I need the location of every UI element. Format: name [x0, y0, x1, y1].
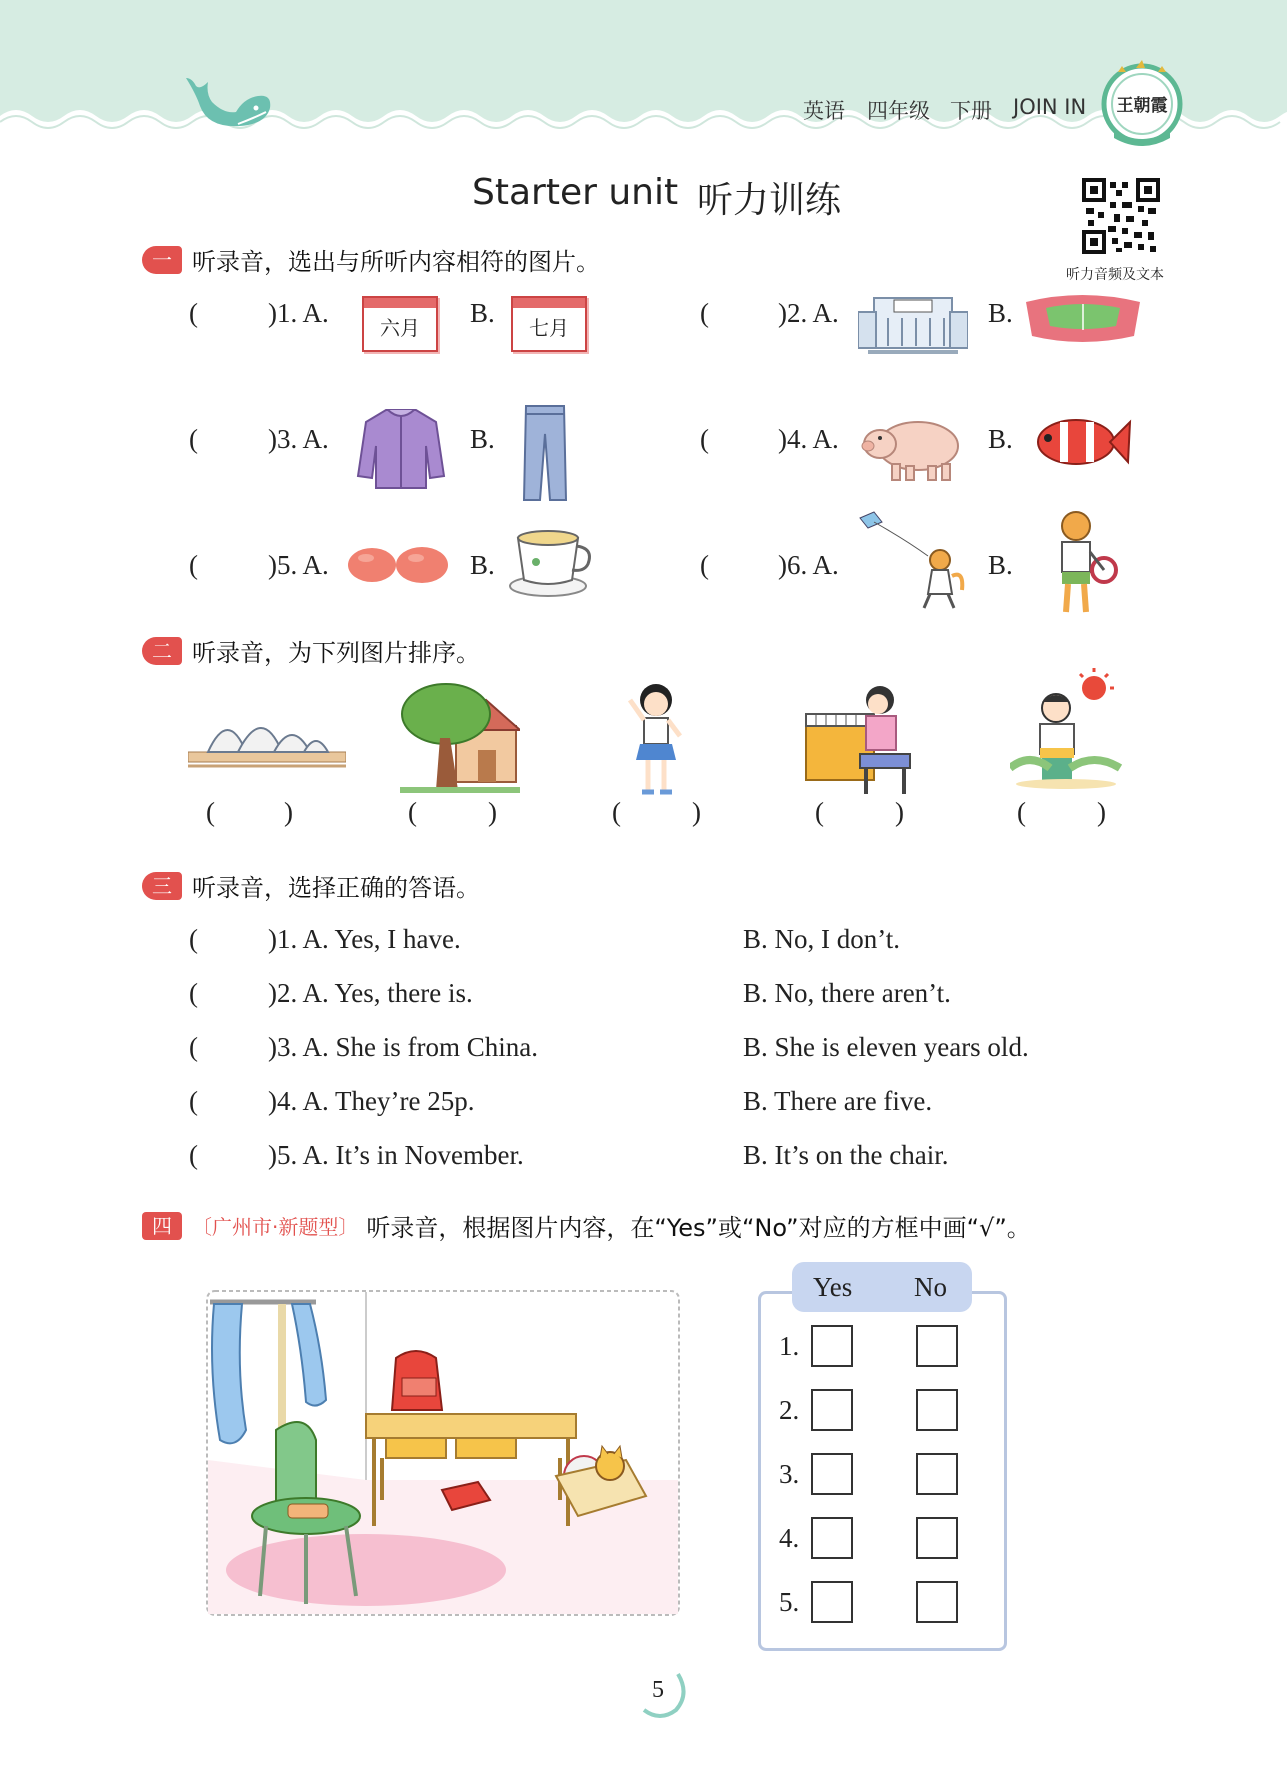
s1-q3-b: B. — [470, 424, 495, 454]
section4-heading — [142, 1208, 1031, 1243]
answer-paren-open[interactable]: ( — [1017, 797, 1026, 827]
answer-paren-open[interactable]: ( — [189, 298, 198, 328]
s3-q1-a: )1. A. Yes, I have. — [268, 924, 461, 954]
s3-q1-b: B. No, I don’t. — [743, 924, 901, 954]
section4-badge: 四 — [142, 1212, 182, 1240]
tree-and-house-image[interactable] — [400, 680, 520, 796]
yes-column-label: Yes — [813, 1272, 853, 1302]
answer-paren-open[interactable]: ( — [815, 797, 824, 827]
yes-checkbox[interactable] — [811, 1389, 853, 1431]
s1-q5-label: )5. A. — [268, 550, 329, 580]
s3-q4-a: )4. A. They’re 25p. — [268, 1086, 475, 1116]
answer-paren-open[interactable]: ( — [189, 424, 198, 454]
answer-paren-open[interactable]: ( — [700, 424, 709, 454]
library-building-image[interactable] — [858, 278, 968, 356]
s1-q2-label: )2. A. — [778, 298, 839, 328]
s3-q5-a: )5. A. It’s in November. — [268, 1140, 524, 1170]
tiger-with-bike-image[interactable] — [1040, 508, 1120, 616]
calendar-june-text: 六月 — [380, 316, 420, 340]
section1-heading — [142, 242, 600, 277]
qr-caption: 听力音频及文本 — [1066, 267, 1164, 283]
answer-paren-open[interactable]: ( — [700, 550, 709, 580]
calendar-june-image[interactable] — [362, 296, 438, 352]
no-checkbox[interactable] — [916, 1581, 958, 1623]
s3-q3-a: )3. A. She is from China. — [268, 1032, 538, 1062]
section2-heading — [142, 633, 480, 668]
answer-paren-open[interactable]: ( — [206, 797, 215, 827]
answer-paren-close: ) — [1097, 797, 1106, 827]
yes-checkbox[interactable] — [811, 1581, 853, 1623]
s1-q6-b: B. — [988, 550, 1013, 580]
s3-q2-a: )2. A. Yes, there is. — [268, 978, 473, 1008]
section1-instruction: 听录音，选出与所听内容相符的图片。 — [192, 248, 600, 276]
section2-instruction: 听录音，为下列图片排序。 — [192, 639, 480, 667]
red-potatoes-image[interactable] — [346, 544, 450, 586]
answer-paren-close: ) — [692, 797, 701, 827]
qr-code-icon[interactable] — [1078, 176, 1164, 256]
blue-jeans-image[interactable] — [520, 404, 570, 504]
calendar-july-text: 七月 — [529, 316, 569, 340]
section4-instruction: 听录音，根据图片内容，在“Yes”或“No”对应的方框中画“√”。 — [366, 1214, 1031, 1242]
no-checkbox[interactable] — [916, 1325, 958, 1367]
yes-checkbox[interactable] — [811, 1325, 853, 1367]
answer-paren-open[interactable]: ( — [189, 1086, 198, 1116]
answer-paren-open[interactable]: ( — [189, 1140, 198, 1170]
answer-paren-open[interactable]: ( — [408, 797, 417, 827]
answer-paren-close: ) — [284, 797, 293, 827]
football-stadium-image[interactable] — [1022, 292, 1144, 342]
page-title-type: 听力训练 — [697, 180, 842, 221]
s3-q3-b: B. She is eleven years old. — [743, 1032, 1029, 1062]
header-grade: 四年级 — [867, 99, 930, 123]
s1-q1-label: )1. A. — [268, 298, 329, 328]
row-number: 2. — [779, 1395, 800, 1425]
yes-checkbox[interactable] — [811, 1517, 853, 1559]
girl-waving-image[interactable] — [624, 680, 688, 798]
whale-icon — [178, 72, 278, 134]
row-number: 4. — [779, 1523, 800, 1553]
yes-checkbox[interactable] — [811, 1453, 853, 1495]
header-term: 下册 — [950, 99, 992, 123]
header-edition: JOIN IN — [1013, 95, 1087, 119]
row-number: 1. — [779, 1331, 800, 1361]
s1-q4-label: )4. A. — [778, 424, 839, 454]
s1-q5-b: B. — [470, 550, 495, 580]
s1-q1-b: B. — [470, 298, 495, 328]
header-subject: 英语 — [803, 99, 845, 123]
svg-text:王朝霞: 王朝霞 — [1116, 96, 1168, 116]
s1-q3-label: )3. A. — [268, 424, 329, 454]
row-number: 3. — [779, 1459, 800, 1489]
row-number: 5. — [779, 1587, 800, 1617]
calendar-july-image[interactable] — [511, 296, 587, 352]
pig-image[interactable] — [860, 414, 964, 484]
answer-paren-open[interactable]: ( — [700, 298, 709, 328]
no-checkbox[interactable] — [916, 1453, 958, 1495]
section3-instruction: 听录音，选择正确的答语。 — [192, 874, 480, 902]
sydney-opera-house-image[interactable] — [188, 704, 346, 772]
no-column-label: No — [914, 1272, 947, 1302]
s3-q5-b: B. It’s on the chair. — [743, 1140, 949, 1170]
s1-q4-b: B. — [988, 424, 1013, 454]
cup-of-tea-image[interactable] — [508, 524, 596, 598]
answer-paren-close: ) — [895, 797, 904, 827]
boy-brushing-teeth-image[interactable] — [1010, 668, 1122, 790]
answer-paren-open[interactable]: ( — [612, 797, 621, 827]
room-picture-image[interactable] — [206, 1290, 680, 1616]
section3-badge: 三 — [142, 872, 182, 900]
tiger-flying-kite-image[interactable] — [856, 510, 970, 612]
no-checkbox[interactable] — [916, 1517, 958, 1559]
section1-badge: 一 — [142, 246, 182, 274]
section3-heading — [142, 868, 480, 903]
page-number: 5 — [652, 1677, 664, 1703]
purple-jacket-image[interactable] — [356, 406, 446, 492]
girl-playing-piano-image[interactable] — [804, 680, 914, 798]
answer-paren-open[interactable]: ( — [189, 550, 198, 580]
answer-paren-open[interactable]: ( — [189, 924, 198, 954]
brand-seal-logo — [1100, 58, 1184, 150]
answer-paren-open[interactable]: ( — [189, 978, 198, 1008]
section4-tag: 〔广州市·新题型〕 — [192, 1215, 359, 1239]
page-title: Starter unit — [472, 172, 679, 213]
s1-q2-b: B. — [988, 298, 1013, 328]
s1-q6-label: )6. A. — [778, 550, 839, 580]
clownfish-image[interactable] — [1034, 410, 1132, 474]
answer-paren-close: ) — [488, 797, 497, 827]
section2-badge: 二 — [142, 637, 182, 665]
no-checkbox[interactable] — [916, 1389, 958, 1431]
answer-paren-open[interactable]: ( — [189, 1032, 198, 1062]
s3-q2-b: B. No, there aren’t. — [743, 978, 951, 1008]
s3-q4-b: B. There are five. — [743, 1086, 933, 1116]
